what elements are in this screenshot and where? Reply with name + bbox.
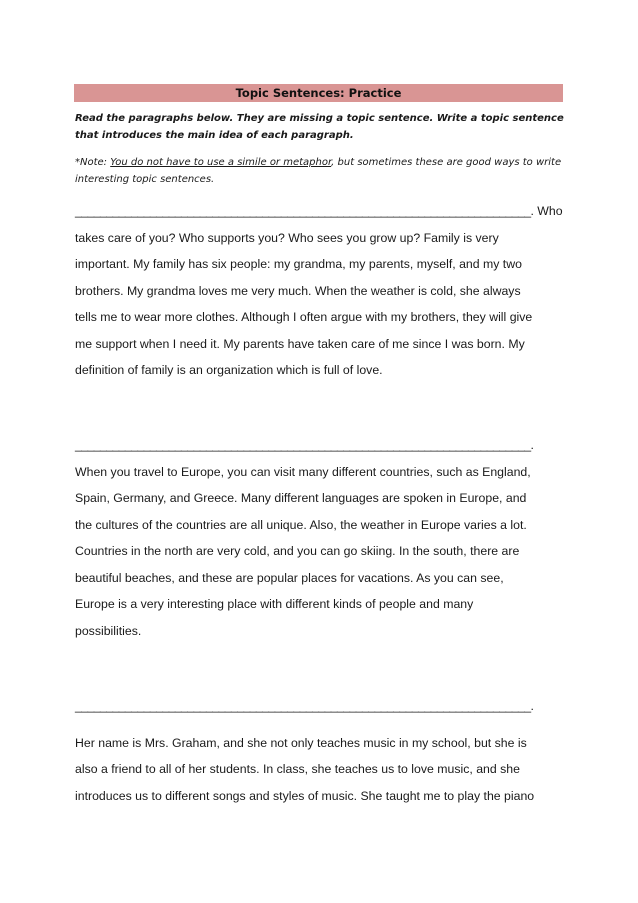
paragraph-line: takes care of you? Who supports you? Who sees you grow up? Family is very — [75, 230, 499, 245]
paragraph-line: Her name is Mrs. Graham, and she not only teaches music in my school, but she is — [75, 735, 527, 750]
paragraph-line: Europe is a very interesting place with different kinds of people and many — [75, 597, 474, 611]
note-prefix: *Note: — [75, 157, 111, 168]
note-text — [75, 154, 565, 188]
paragraph-line: beautiful beaches, and these are popular places for vacations. As you can see, — [75, 570, 504, 585]
topic-sentence-blank-2[interactable] — [75, 432, 575, 459]
blank-line-tail: . — [530, 438, 534, 452]
paragraph-line: also a friend to all of her students. In class, she teaches us to love music, and she — [75, 762, 520, 776]
paragraph-line: Countries in the north are very cold, and you can go skiing. In the south, there are — [75, 544, 520, 558]
paragraph-3 — [75, 693, 575, 809]
paragraph-line: introduces us to different songs and styles of music. She taught me to play the piano — [75, 788, 535, 803]
paragraph-line: definition of family is an organization which is full of love. — [75, 363, 383, 377]
paragraph-1 — [75, 198, 575, 384]
blank-line: _________________________________________________________________________ — [75, 204, 531, 218]
paragraph-line: the cultures of the countries are all unique. Also, the weather in Europe varies a lot. — [75, 517, 527, 532]
blank-line-tail: . — [530, 699, 534, 713]
topic-sentence-blank-3[interactable] — [75, 693, 575, 720]
topic-sentence-blank-1[interactable] — [75, 198, 575, 225]
blank-line: _________________________________________________________________________ — [75, 699, 531, 713]
paragraph-line: me support when I need it. My parents have taken care of me since I was born. My — [75, 336, 525, 351]
paragraph-line: brothers. My grandma loves me very much. When the weather is cold, she always — [75, 283, 521, 298]
paragraph-2 — [75, 432, 575, 644]
instructions-text: Read the paragraphs below. They are missing a topic sentence. Write a topic sentence that introduces the main idea of each paragraph. — [75, 113, 564, 141]
paragraph-line: tells me to wear more clothes. Although I often argue with my brothers, they will give — [75, 310, 533, 324]
note-suffix: , but sometimes these are good ways to write interesting topic sentences. — [75, 157, 562, 185]
note-underlined: You do not have to use a simile or metaphor — [110, 157, 332, 168]
blank-line: _________________________________________________________________________ — [75, 438, 531, 452]
paragraph-line: important. My family has six people: my grandma, my parents, myself, and my two — [75, 257, 522, 271]
paragraph-line: possibilities. — [75, 623, 142, 638]
blank-line-tail: . Who — [530, 204, 563, 218]
paragraph-line: When you travel to Europe, you can visit many different countries, such as England, — [75, 464, 531, 479]
page-title: Topic Sentences: Practice — [74, 84, 563, 102]
paragraph-line: Spain, Germany, and Greece. Many different languages are spoken in Europe, and — [75, 491, 527, 505]
